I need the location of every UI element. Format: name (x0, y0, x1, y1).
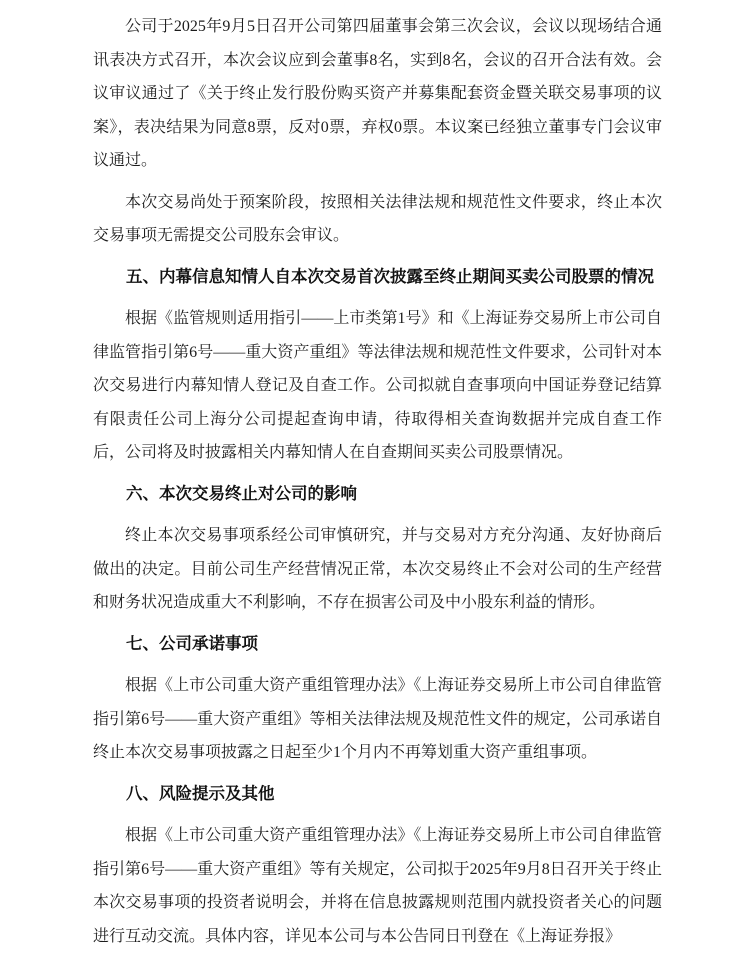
section-6-heading: 六、本次交易终止对公司的影响 (126, 484, 357, 503)
section-5-heading: 五、内幕信息知情人自本次交易首次披露至终止期间买卖公司股票的情况 (126, 267, 654, 286)
section-7-heading: 七、公司承诺事项 (126, 634, 258, 653)
section-8-heading: 八、风险提示及其他 (126, 784, 275, 803)
paragraph-termination-impact: 终止本次交易事项系经公司审慎研究，并与交易对方充分沟通、友好协商后做出的决定。目前公司生产经营情况正常，本次交易终止不会对公司的生产经营和财务状况造成重大不利影响，不存在损害公司及中小股东利益的情形。 (93, 527, 662, 611)
paragraph-risk-notice: 根据《上市公司重大资产重组管理办法》《上海证券交易所上市公司自律监管指引第6号——重大资产重组》等有关规定，公司拟于2025年9月8日召开关于终止本次交易事项的投资者说明会，并将在信息披露规则范围内就投资者关心的问题进行互动交流。具体内容，详见本公司与本公告同日刊登在《上海证券报》 (93, 827, 662, 945)
paragraph-board-meeting: 公司于2025年9月5日召开公司第四届董事会第三次会议，会议以现场结合通讯表决方式召开，本次会议应到会董事8名，实到8名，会议的召开合法有效。会议审议通过了《关于终止发行股份购买资产并募集配套资金暨关联交易事项的议案》，表决结果为同意8票，反对0票，弃权0票。本议案已经独立董事专门会议审议通过。 (93, 18, 662, 169)
paragraph-company-commitment: 根据《上市公司重大资产重组管理办法》《上海证券交易所上市公司自律监管指引第6号——重大资产重组》等相关法律法规及规范性文件的规定，公司承诺自终止本次交易事项披露之日起至少1个月内不再筹划重大资产重组事项。 (93, 677, 662, 761)
paragraph-no-shareholder-review: 本次交易尚处于预案阶段，按照相关法律法规和规范性文件要求，终止本次交易事项无需提交公司股东会审议。 (93, 193, 662, 244)
paragraph-insider-self-inspection: 根据《监管规则适用指引——上市类第1号》和《上海证券交易所上市公司自律监管指引第6号——重大资产重组》等法律法规和规范性文件要求，公司针对本次交易进行内幕知情人登记及自查工作。公司拟就自查事项向中国证券登记结算有限责任公司上海分公司提起查询申请，待取得相关查询数据并完成自查工作后，公司将及时披露相关内幕知情人在自查期间买卖公司股票情况。 (93, 310, 662, 461)
